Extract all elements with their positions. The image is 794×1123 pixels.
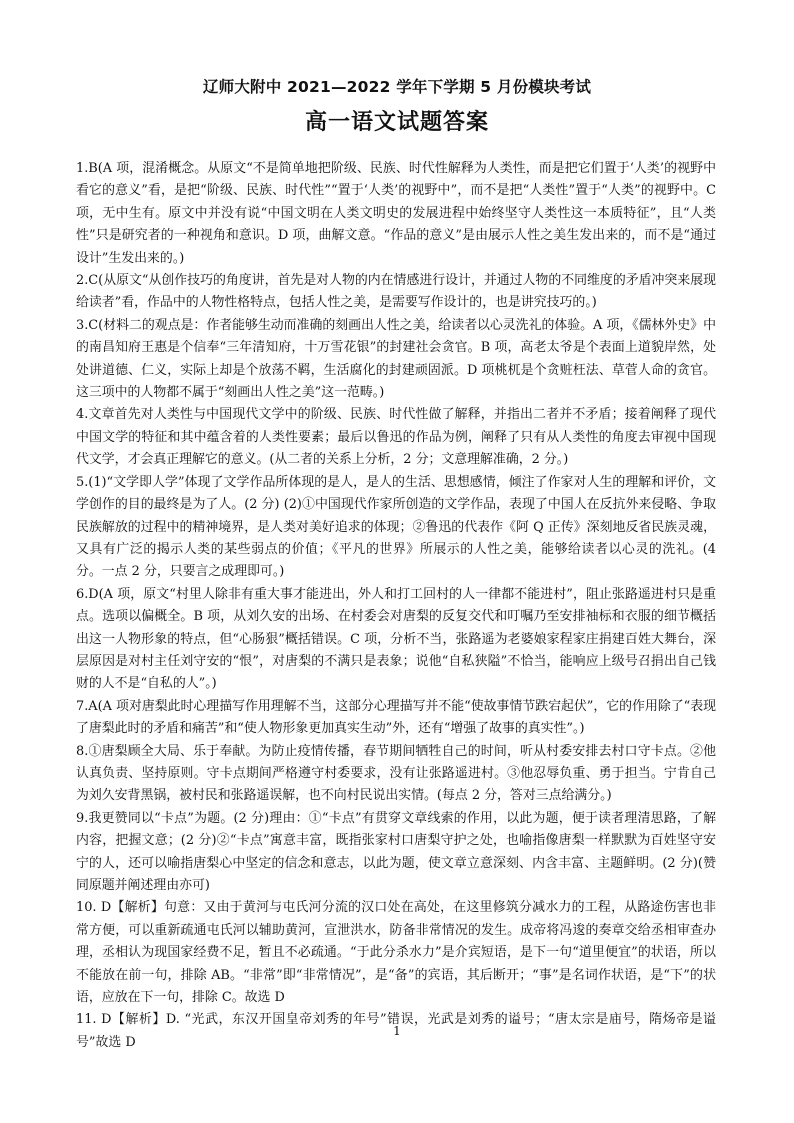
answer-item-3: 3.C(材料二的观点是：作者能够生动而准确的刻画出人性之美，给读者以心灵洗礼的体验。A 项，《儒林外史》中的南昌知府王惠是个信奉“三年清知府，十万雪花银”的封建社会贪官。B 项，高老太爷是个表面上道貌岸然，处处讲道德、仁义，实际上却是个放荡不羁，生活腐化的封建顽固派。D 项桃杌是个贪赃枉法、草菅人命的贪官。这三项中的人物都不属于“刻画出人性之美”这一范畴。)	[76, 317, 717, 401]
page-footer	[0, 1023, 794, 1039]
answer-item-7: 7.A(A 项对唐梨此时心理描写作用理解不当，这部分心理描写并不能“使故事情节跌宕起伏”，它的作用除了“表现了唐梨此时的矛盾和痛苦”和“使人物形象更加真实生动”外，还有“增强了故事的真实性”。)	[76, 698, 716, 737]
page-number: 1	[393, 1024, 401, 1038]
answer-item-6: 6.D(A 项，原文“村里人除非有重大事才能进出，外人和打工回村的人一律都不能进村”，阻止张路遥进村只是重点。选项以偏概全。B 项，从刘久安的出场、在村委会对唐梨的反复交代和叮嘱乃至安排袖标和衣服的细节概括出这一人物形象的特点，但“心肠狠”概括错误。C 项，分析不当，张路遥为老婆娘家程家庄捐建百姓大舞台，深层原因是对村主任刘守安的“恨”，对唐梨的不满只是表象；说他“自私狭隘”不恰当，能响应上级号召捐出自己钱财的人不是“自私的人”。)	[76, 586, 716, 692]
document-header	[0, 76, 794, 138]
answer-item-5: 5.(1)“文学即人学”体现了文学作品所体现的是人，是人的生活、思想感情，倾注了作家对人生的理解和评价，文学创作的目的最终是为了人。(2 分) (2)①中国现代作家所创造的文学作品，表现了中国人在反抗外来侵略、争取民族解放的过程中的精神境界，是人类对美好追求的体现；②鲁迅的代表作《阿 Q 正传》深刻地反省民族灵魂，又具有广泛的揭示人类的某些弱点的价值；《平凡的世界》所展示的人性之美，能够给读者以心灵的洗礼。(4 分。一点 2 分，只要言之成理即可。)	[76, 474, 716, 580]
answer-item-10: 10. D【解析】句意：又由于黄河与屯氏河分流的汉口处在高处，在这里修筑分减水力的工程，从路途伤害也非常方便，可以重新疏通屯氏河以辅助黄河，宣泄洪水，防备非常情况的发生。成帝将冯逡的奏章交给丞相审查办理，丞相认为现国家经费不足，暂且不必疏通。“于此分杀水力”是介宾短语，是下一句“道里便宜”的状语，所以不能放在前一句，排除 AB。“非常”即“非常情况”，是“备”的宾语，其后断开；“事”是名词作状语，是“下”的状语，应放在下一句，排除 C。故选 D	[76, 900, 716, 1006]
answer-item-9: 9.我更赞同以“卡点”为题。(2 分)理由：①“卡点”有贯穿文章线索的作用，以此为题，便于读者理清思路，了解内容，把握文意；(2 分)②“卡点”寓意丰富，既指张家村口唐梨守护之处，也喻指像唐梨一样默默为百姓坚守安宁的人，还可以喻指唐梨心中坚定的信念和意志，以此为题，使文章立意深刻、内含丰富、主题鲜明。(2 分)(赞同原题并阐述理由亦可)	[76, 810, 716, 893]
answer-item-1: 1.B(A 项，混淆概念。从原文“不是简单地把阶级、民族、时代性解释为人类性，而是把它们置于‘人类’的视野中看它的意义”看，是把“阶级、民族、时代性”“置于‘人类’的视野中”，而不是把“人类性”置于“人类”的视野中。C 项，无中生有。原文中并没有说“中国文明在人类文明史的发展进程中始终坚守人类性这一本质特征”，且“人类性”只是研究者的一种视角和意识。D 项，曲解文意。“作品的意义”是由展示人性之美生发出来的，而不是“通过设计”生发出来的。)	[76, 161, 716, 266]
answer-list	[76, 158, 716, 1054]
answer-item-8: 8.①唐梨顾全大局、乐于奉献。为防止疫情传播，春节期间牺牲自己的时间，听从村委安排去村口守卡点。②他认真负责、坚持原则。守卡点期间严格遵守村委要求，没有让张路遥进村。③他忍辱负重、勇于担当。宁肯自己为刘久安背黑锅，被村民和张路遥误解，也不向村民说出实情。(每点 2 分，答对三点给满分。)	[76, 743, 716, 804]
answer-item-2: 2.C(从原文“从创作技巧的角度讲，首先是对人物的内在情感进行设计，并通过人物的不同维度的矛盾冲突来展现给读者”看，作品中的人物性格特点，包括人性之美，是需要写作设计的，也是讲究技巧的。)	[76, 273, 716, 311]
page-title: 高一语文试题答案	[304, 110, 489, 135]
answer-item-4: 4.文章首先对人类性与中国现代文学中的阶级、民族、时代性做了解释，并指出二者并不矛盾；接着阐释了现代中国文学的特征和其中蕴含着的人类性要素；最后以鲁迅的作品为例，阐释了只有从人类性的角度去审视中国现代文学，才会真正理解它的意义。(从二者的关系上分析，2 分；文意理解准确，2 分。)	[76, 407, 716, 468]
answer-item-11: 11. D【解析】D. “光武，东汉开国皇帝刘秀的年号”错误，光武是刘秀的谥号；“唐太宗是庙号，隋炀帝是谥号”故选 D	[76, 1012, 716, 1050]
exam-subtitle: 辽师大附中 2021—2022 学年下学期 5 月份模块考试	[202, 78, 592, 96]
